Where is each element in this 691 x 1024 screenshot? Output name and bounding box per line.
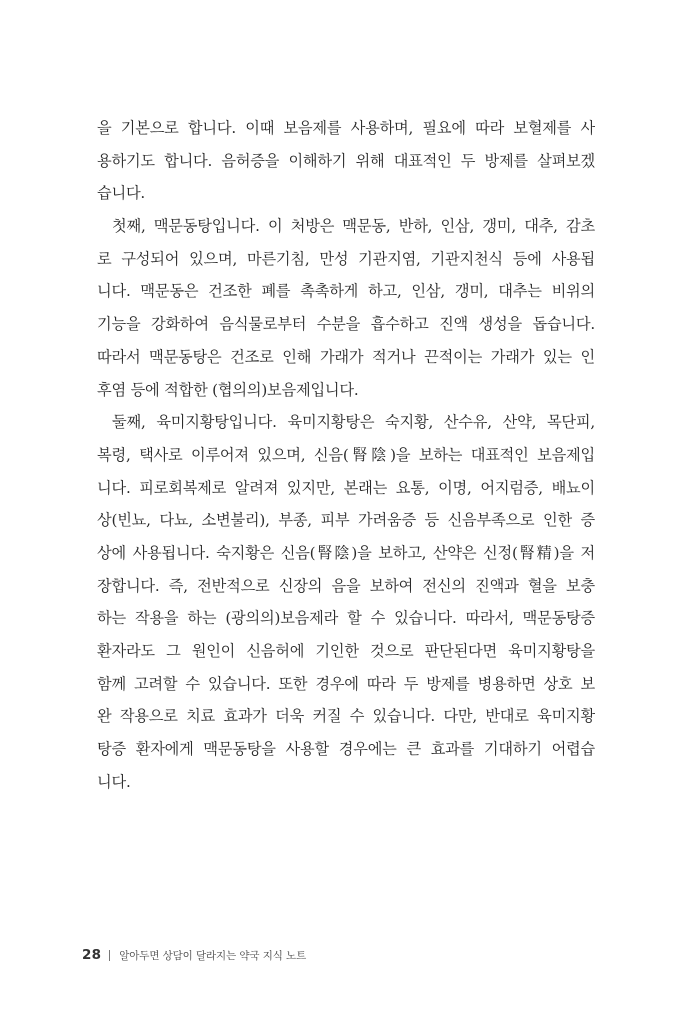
text-line: 기능을 강화하여 음식물로부터 수분을 흡수하고 진액 생성을 돕습니다. (97, 315, 595, 334)
text-line: 완 작용으로 치료 효과가 더욱 커질 수 있습니다. 다만, 반대로 육미지황 (97, 707, 595, 726)
text-line: 환자라도 그 원인이 신음허에 기인한 것으로 판단된다면 육미지황탕을 (97, 642, 595, 660)
page-footer (82, 944, 306, 966)
text-line: 하는 작용을 하는 (광의의)보음제라 할 수 있습니다. 따라서, 맥문동탕증 (97, 609, 595, 628)
paragraph-first-line: 첫째, 맥문동탕입니다. 이 처방은 맥문동, 반하, 인삼, 갱미, 대추, 감초 (112, 217, 595, 236)
footer-divider (109, 950, 110, 961)
paragraph-first-line: 둘째, 육미지황탕입니다. 육미지황탕은 숙지황, 산수유, 산약, 목단피, (112, 413, 595, 432)
text-line: 니다. 맥문동은 건조한 폐를 촉촉하게 하고, 인삼, 갱미, 대추는 비위의 (97, 282, 595, 301)
text-line: 함께 고려할 수 있습니다. 또한 경우에 따라 두 방제를 병용하면 상호 보 (97, 674, 595, 693)
text-line: 복령, 택사로 이루어져 있으며, 신음(腎陰)을 보하는 대표적인 보음제입 (97, 445, 595, 464)
text-line: 상에 사용됩니다. 숙지황은 신음(腎陰)을 보하고, 산약은 신정(腎精)을 저 (97, 543, 595, 562)
text-line: 니다. 피로회복제로 알려져 있지만, 본래는 요통, 이명, 어지럼증, 배뇨이 (97, 478, 595, 497)
text-line: 탕증 환자에게 맥문동탕을 사용할 경우에는 큰 효과를 기대하기 어렵습 (97, 740, 595, 759)
text-line: 따라서 맥문동탕은 건조로 인해 가래가 적거나 끈적이는 가래가 있는 인 (97, 347, 595, 366)
text-line: 습니다. (97, 184, 146, 203)
text-line: 을 기본으로 합니다. 이때 보음제를 사용하며, 필요에 따라 보혈제를 사 (97, 119, 595, 137)
text-line: 장합니다. 즉, 전반적으로 신장의 음을 보하여 전신의 진액과 혈을 보충 (97, 576, 595, 595)
page-number: 28 (82, 947, 102, 963)
running-book-title: 알아두면 상담이 달라지는 약국 지식 노트 (119, 949, 307, 962)
body-text (97, 112, 595, 798)
text-line: 후염 등에 적합한 (협의의)보음제입니다. (97, 380, 359, 399)
text-line: 용하기도 합니다. 음허증을 이해하기 위해 대표적인 두 방제를 살펴보겠 (97, 151, 595, 170)
text-line: 니다. (97, 772, 131, 791)
text-line: 상(빈뇨, 다뇨, 소변불리), 부종, 피부 가려움증 등 신음부족으로 인한 증 (97, 511, 595, 530)
text-line: 로 구성되어 있으며, 마른기침, 만성 기관지염, 기관지천식 등에 사용됩 (97, 249, 595, 268)
